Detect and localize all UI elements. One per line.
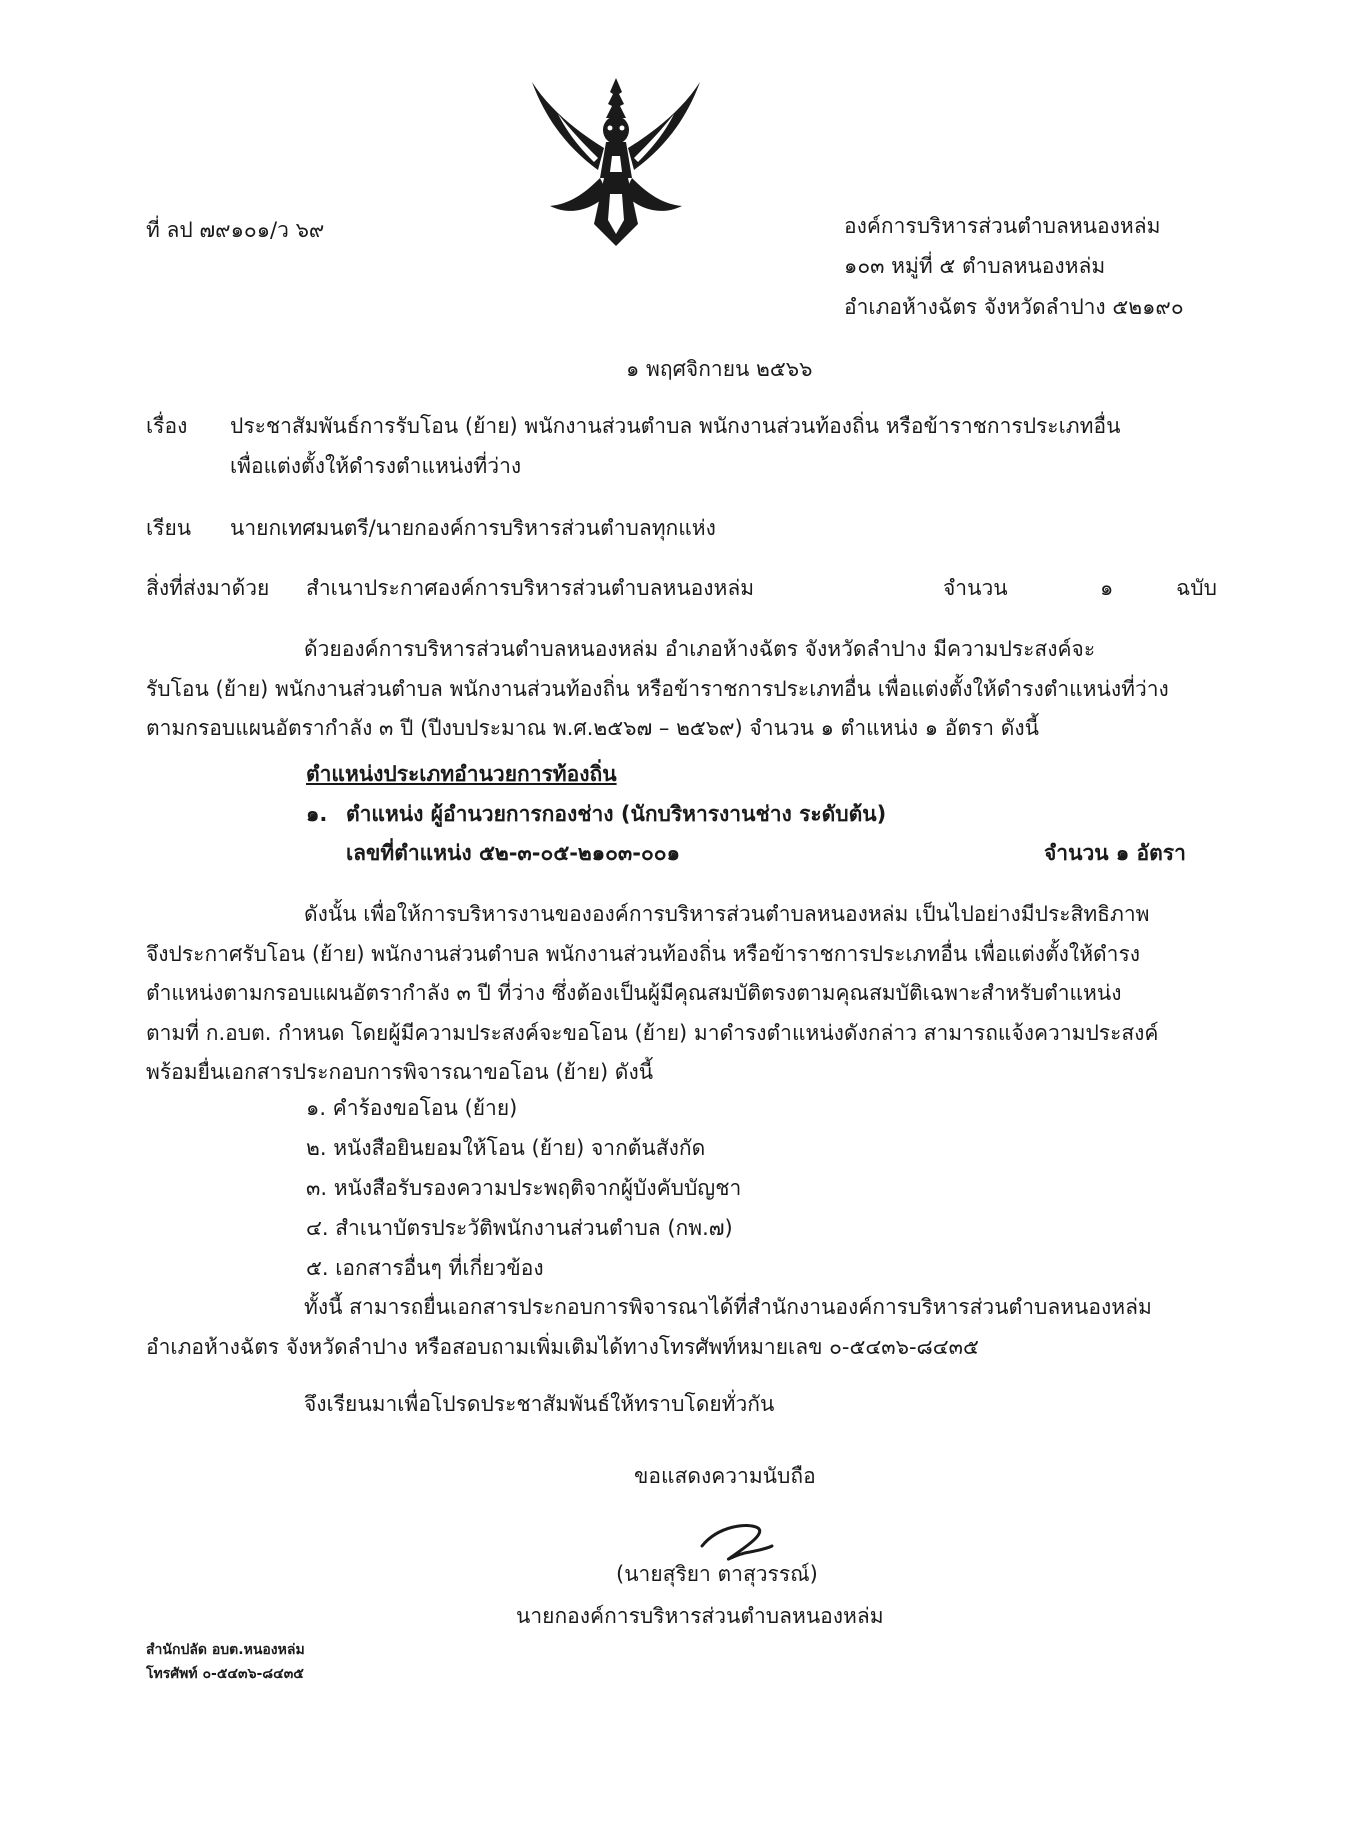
body-paragraph-2: [146, 895, 1232, 1093]
reference-number: ที่ ลป ๗๙๑๐๑/ว ๖๙: [146, 218, 325, 242]
paragraph-2-line-1: ดังนั้น เพื่อให้การบริหารงานขององค์การบริหารส่วนตำบลหนองหล่ม เป็นไปอย่างมีประสิทธิภาพ: [304, 902, 1150, 926]
sender-address-line-1: องค์การบริหารส่วนตำบลหนองหล่ม: [844, 214, 1161, 238]
enclosure-qty: ๑: [1100, 576, 1114, 600]
enclosure-label: สิ่งที่ส่งมาด้วย: [146, 576, 270, 600]
paragraph-2-line-4: ตามที่ ก.อบต. กำหนด โดยผู้มีความประสงค์จะขอโอน (ย้าย) มาดำรงตำแหน่งดังกล่าว สามารถแจ้งความประสงค์: [146, 1020, 1159, 1045]
document-list-item: ๓. หนังสือรับรองความประพฤติจากผู้บังคับบัญชา: [306, 1176, 742, 1200]
paragraph-3-line-1: ทั้งนี้ สามารถยื่นเอกสารประกอบการพิจารณาได้ที่สำนักงานองค์การบริหารส่วนตำบลหนองหล่ม: [304, 1295, 1152, 1319]
subject-line-1: ประชาสัมพันธ์การรับโอน (ย้าย) พนักงานส่วนตำบล พนักงานส่วนท้องถิ่น หรือข้าราชการประเภทอื่น: [230, 414, 1121, 438]
paragraph-1-line-3: ตามกรอบแผนอัตรากำลัง ๓ ปี (ปีงบประมาณ พ.ศ.๒๕๖๗ – ๒๕๖๙) จำนวน ๑ ตำแหน่ง ๑ อัตรา ดังนี้: [146, 716, 1040, 740]
footer-phone: โทรศัพท์ ๐-๕๔๓๖-๘๔๓๕: [146, 1666, 304, 1682]
document-list-item: ๑. คำร้องขอโอน (ย้าย): [306, 1096, 518, 1120]
document-list-item: ๒. หนังสือยินยอมให้โอน (ย้าย) จากต้นสังกัด: [306, 1136, 706, 1160]
body-paragraph-3: [146, 1288, 1232, 1367]
sender-address-line-3: อำเภอห้างฉัตร จังหวัดลำปาง ๕๒๑๙๐: [844, 295, 1184, 319]
position-type-heading: ตำแหน่งประเภทอำนวยการท้องถิ่น: [306, 762, 617, 786]
subject-label: เรื่อง: [146, 414, 188, 438]
paragraph-2-line-3: ตำแหน่งตามกรอบแผนอัตรากำลัง ๓ ปี ที่ว่าง ซึ่งต้องเป็นผู้มีคุณสมบัติตรงตามคุณสมบัติเฉพาะสำหรับตำแหน่ง: [146, 981, 1122, 1005]
position-quantity: จำนวน ๑ อัตรา: [1044, 841, 1186, 865]
recipient-value: นายกเทศมนตรี/นายกองค์การบริหารส่วนตำบลทุกแห่ง: [230, 516, 716, 540]
signatory-title: นายกองค์การบริหารส่วนตำบลหนองหล่ม: [516, 1604, 884, 1628]
subject-line-2: เพื่อแต่งตั้งให้ดำรงตำแหน่งที่ว่าง: [230, 454, 522, 478]
salutation: ขอแสดงความนับถือ: [634, 1464, 816, 1488]
body-paragraph-1: [146, 630, 1232, 749]
paragraph-1-line-2: รับโอน (ย้าย) พนักงานส่วนตำบล พนักงานส่วนท้องถิ่น หรือข้าราชการประเภทอื่น เพื่อแต่งตั้งให้ดำรงตำแหน่งที่ว่าง: [146, 676, 1169, 701]
paragraph-2-line-2: จึงประกาศรับโอน (ย้าย) พนักงานส่วนตำบล พนักงานส่วนท้องถิ่น หรือข้าราชการประเภทอื่น เพื่อแต่งตั้งให้ดำรง: [146, 941, 1140, 966]
paragraph-1-line-1: ด้วยองค์การบริหารส่วนตำบลหนองหล่ม อำเภอห้างฉัตร จังหวัดลำปาง มีความประสงค์จะ: [304, 637, 1096, 661]
position-code: เลขที่ตำแหน่ง ๕๒-๓-๐๕-๒๑๐๓-๐๐๑: [346, 841, 680, 865]
paragraph-2-line-5: พร้อมยื่นเอกสารประกอบการพิจารณาขอโอน (ย้าย) ดังนี้: [146, 1060, 654, 1084]
document-list-item: ๕. เอกสารอื่นๆ ที่เกี่ยวข้อง: [306, 1256, 544, 1280]
footer-office: สำนักปลัด อบต.หนองหล่ม: [146, 1642, 305, 1658]
garuda-emblem-icon: [528, 74, 704, 250]
enclosure-value: สำเนาประกาศองค์การบริหารส่วนตำบลหนองหล่ม: [306, 576, 755, 600]
enclosure-unit: ฉบับ: [1176, 576, 1217, 600]
position-number: ๑.: [306, 802, 328, 826]
sender-address-line-2: ๑๐๓ หมู่ที่ ๕ ตำบลหนองหล่ม: [844, 254, 1106, 278]
position-title: ตำแหน่ง ผู้อำนวยการกองช่าง (นักบริหารงานช่าง ระดับต้น): [346, 802, 887, 826]
recipient-label: เรียน: [146, 516, 192, 540]
enclosure-qty-label: จำนวน: [943, 576, 1008, 600]
paragraph-3-line-2: อำเภอห้างฉัตร จังหวัดลำปาง หรือสอบถามเพิ่มเติมได้ทางโทรศัพท์หมายเลข ๐-๕๔๓๖-๘๔๓๕: [146, 1334, 979, 1359]
letter-date: ๑ พฤศจิกายน ๒๕๖๖: [626, 357, 813, 381]
document-list-item: ๔. สำเนาบัตรประวัติพนักงานส่วนตำบล (กพ.๗): [306, 1216, 733, 1240]
signatory-name: (นายสุริยา ตาสุวรรณ์): [616, 1562, 818, 1586]
closing-sentence: จึงเรียนมาเพื่อโปรดประชาสัมพันธ์ให้ทราบโดยทั่วกัน: [304, 1392, 775, 1416]
